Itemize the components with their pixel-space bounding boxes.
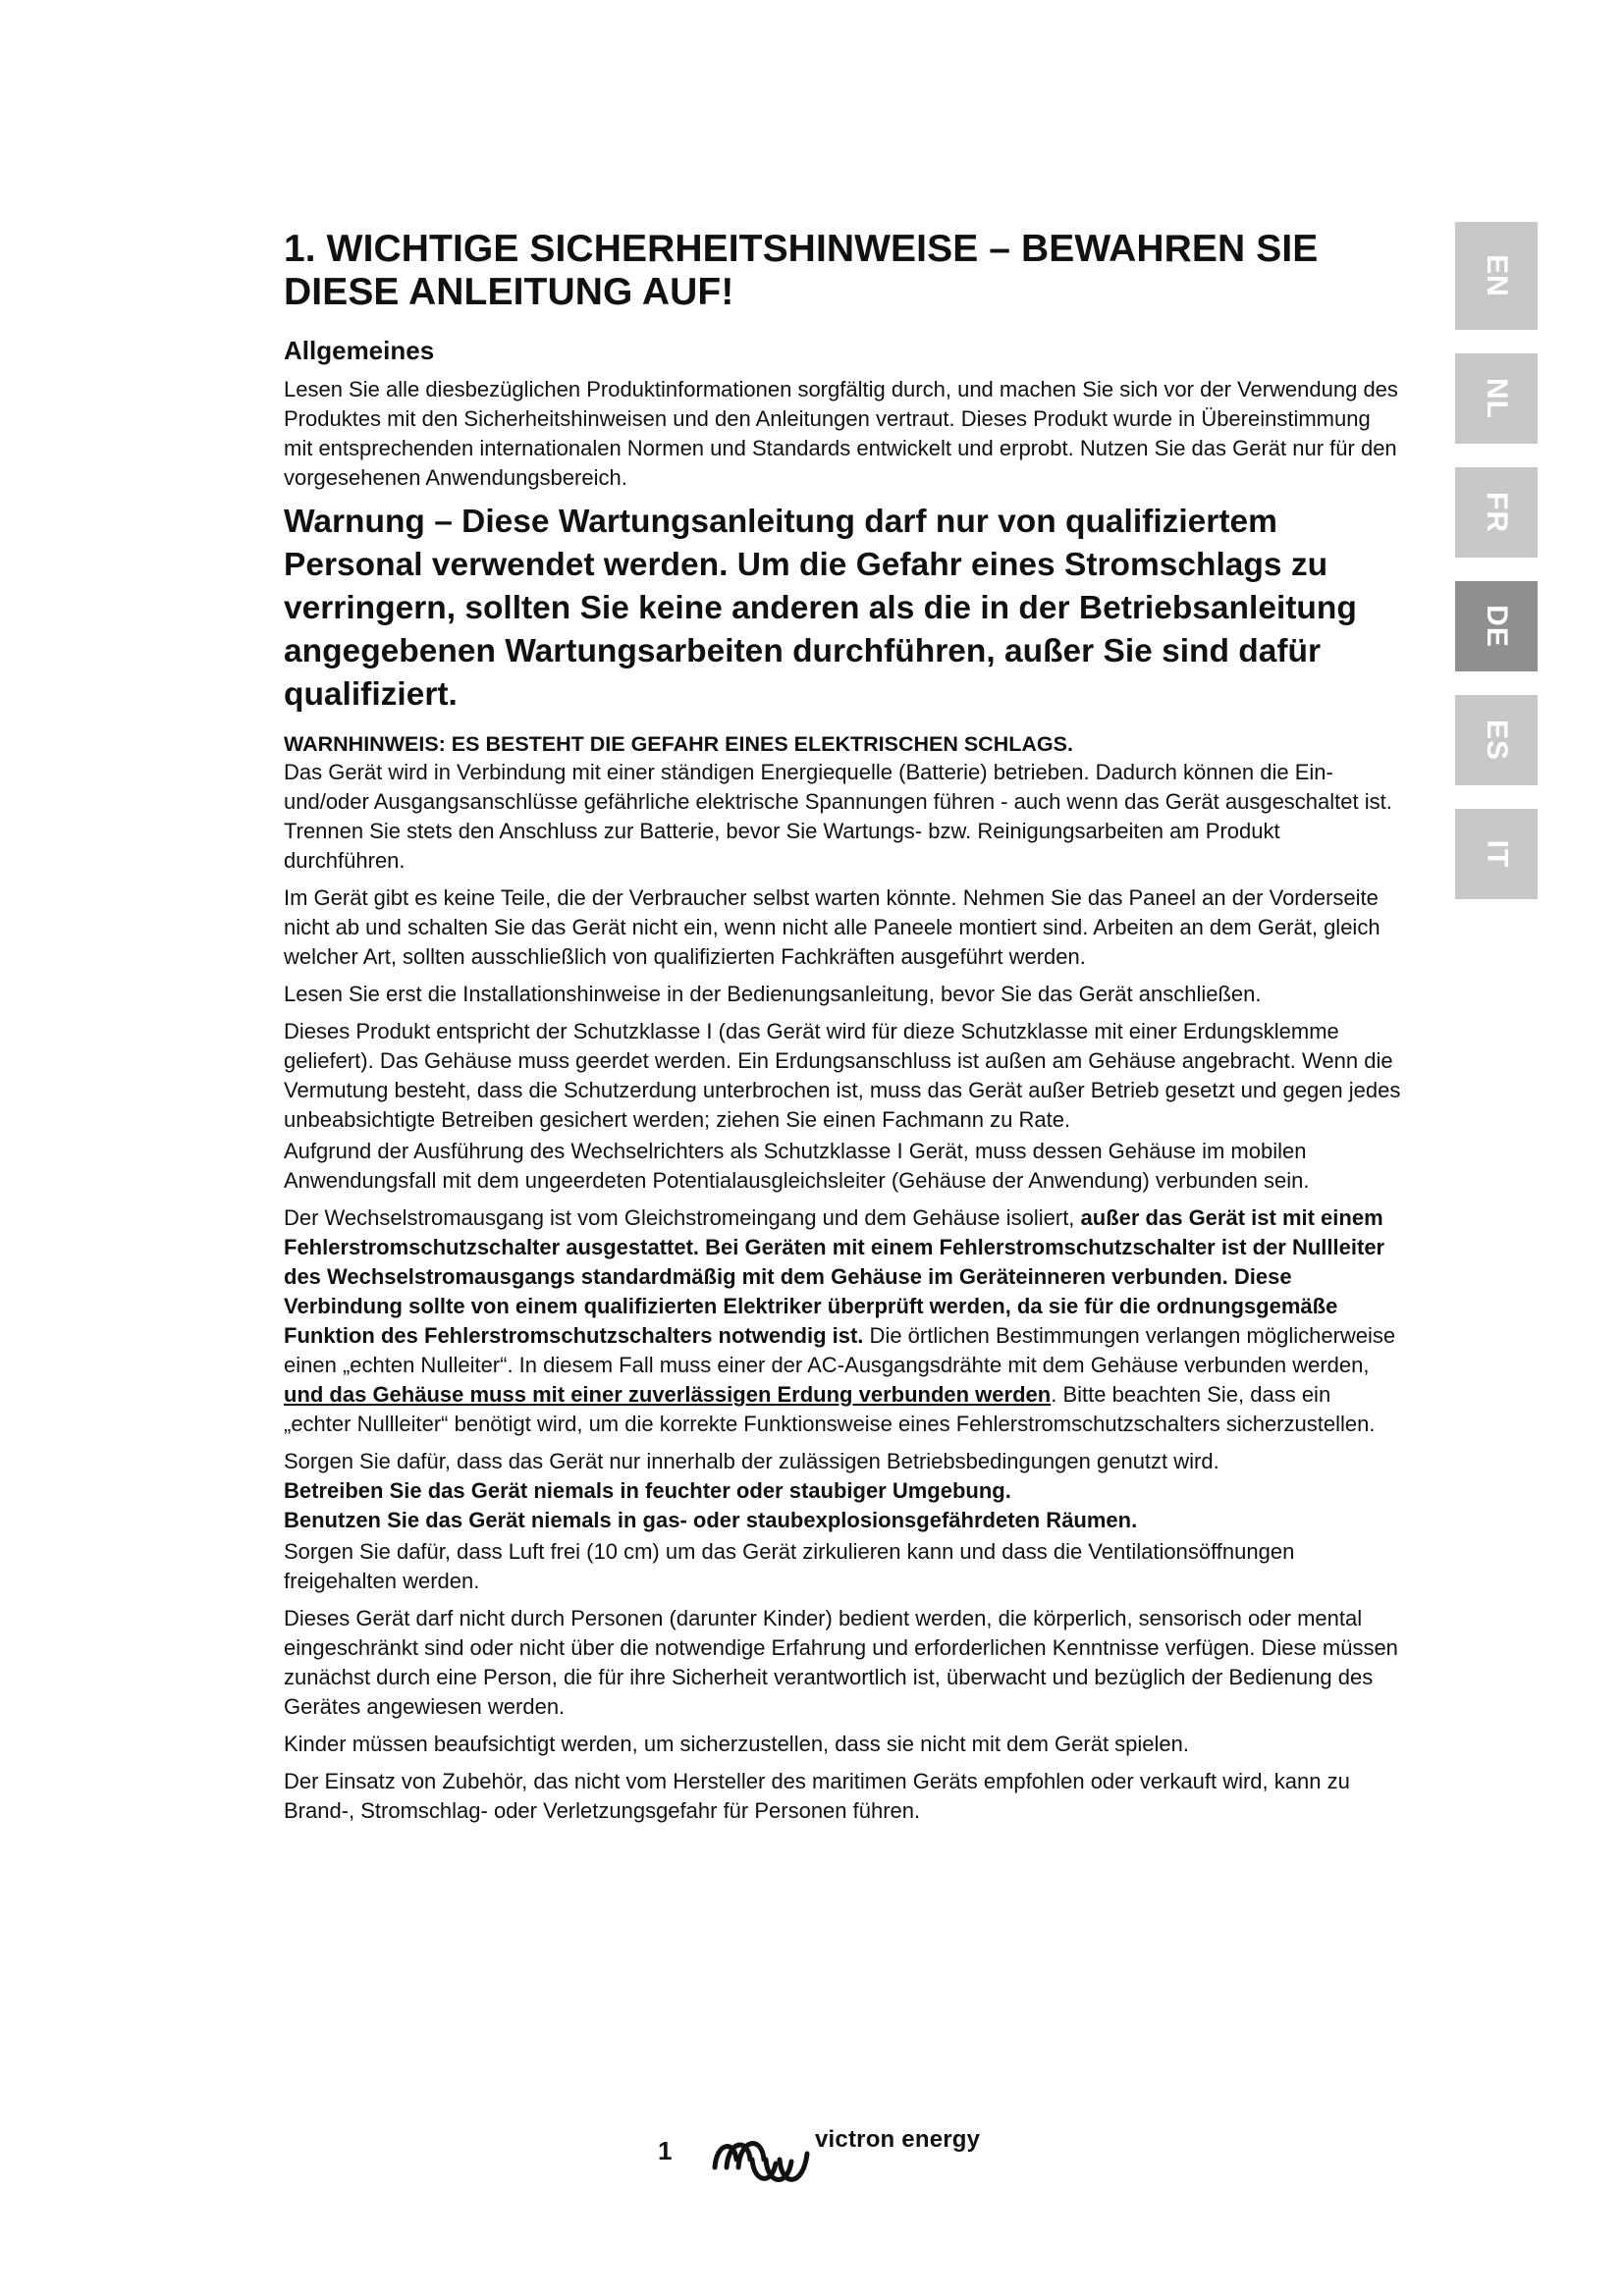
air-paragraph: Sorgen Sie dafür, dass Luft frei (10 cm) um das Gerät zirkulieren kann und dass die Ventilationsöffnungen freigehalten werden. [284,1539,1295,1593]
humid-warning: Betreiben Sie das Gerät niemals in feuchter oder staubiger Umgebung. [284,1478,1011,1503]
section-heading-general: Allgemeines [284,336,435,365]
page-number: 1 [658,2136,673,2165]
protection-class-paragraph: Dieses Produkt entspricht der Schutzklasse I (das Gerät wird für dieze Schutzklasse mit einer Erdungsklemme geliefert). Das Gehäuse muss geerdet werden. Ein Erdungsanschluss ist außen am Gehäuse angebracht. Wenn die Vermutung besteht, dass die Schutzerdung unterbrochen ist, muss das Gerät außer Betrieb gesetzt und gegen jedes unbeabsichtigte Betreiben gesichert werden; ziehen Sie einen Fachmann zu Rate. [284,1019,1401,1132]
tab-lang-it[interactable]: IT [1455,809,1538,899]
document-content [284,228,1403,1834]
battery-paragraph: Das Gerät wird in Verbindung mit einer ständigen Energiequelle (Batterie) betrieben. Dadurch können die Ein- und/oder Ausgangsanschlüsse gefährliche elektrische Spannungen führen - auch wenn das Gerät ausgeschaltet ist. Trennen Sie stets den Anschluss zur Batterie, bevor Sie Wartungs- bzw. Reinigungsarbeiten am Produkt durchführen. [284,760,1392,873]
ac-text-bold: außer das Gerät ist mit einem Fehlerstromschutzschalter ausgestattet. Bei Geräten mit einem Fehlerstromschutzschalter ist der Nullleiter des Wechselstromausgangs standardmäßig mit dem Gehäuse im Geräteinneren verbunden. Diese Verbindung sollte von einem qualifizierten Elektriker überprüft werden, da sie für die ordnungsgemäße Funktion des Fehlerstromschutzschalters notwendig ist. [284,1205,1385,1348]
ac-text-3: . Bitte beachten Sie, dass ein „echter Nullleiter“ benötigt wird, um die korrekte Funktionsweise eines Fehlerstromschutzschalters sicherzustellen. [284,1382,1376,1436]
ac-text-underline: und das Gehäuse muss mit einer zuverlässigen Erdung verbunden werden [284,1382,1052,1407]
brand-name: victron energy [815,2126,981,2153]
tab-lang-fr[interactable]: FR [1455,467,1538,558]
persons-paragraph: Dieses Gerät darf nicht durch Personen (darunter Kinder) bedient werden, die körperlich, sensorisch oder mental eingeschränkt sind oder nicht über die notwendige Erfahrung und erforderlichen Kenntnisse verfügen. Diese müssen zunächst durch eine Person, die für ihre Sicherheit verantwortlich ist, überwacht und bezüglich der Bedienung des Gerätes angewiesen werden. [284,1606,1398,1719]
page-footer [648,2126,1041,2209]
install-paragraph: Lesen Sie erst die Installationshinweise in der Bedienungsanleitung, bevor Sie das Gerät anschließen. [284,982,1262,1006]
general-paragraph: Lesen Sie alle diesbezüglichen Produktinformationen sorgfältig durch, und machen Sie sich vor der Verwendung des Produktes mit den Sicherheitshinweisen und den Anleitungen vertraut. Dieses Produkt wurde in Übereinstimmung mit entsprechenden internationalen Normen und Standards entwickelt und erprobt. Nutzen Sie das Gerät nur für den vorgesehenen Anwendungsbereich. [284,377,1398,490]
tab-lang-de[interactable]: DE [1455,581,1538,671]
ac-text-1: Der Wechselstromausgang ist vom Gleichstromeingang und dem Gehäuse isoliert, [284,1205,1081,1230]
warning-block: Warnung – Diese Wartungsanleitung darf nur von qualifiziertem Personal verwendet werden. Um die Gefahr eines Stromschlags zu verringern, sollten Sie keine anderen als die in der Betriebsanleitung angegebenen Wartungsarbeiten durchführen, außer Sie sind dafür qualifiziert. [284,504,1357,713]
warnhinweis-title: WARNHINWEIS: ES BESTEHT DIE GEFAHR EINES ELEKTRISCHEN SCHLAGS. [284,732,1073,756]
tab-lang-nl[interactable]: NL [1455,353,1538,444]
children-paragraph: Kinder müssen beaufsichtigt werden, um sicherzustellen, dass sie nicht mit dem Gerät spielen. [284,1732,1189,1756]
tab-lang-en[interactable]: EN [1455,222,1538,330]
conditions-paragraph [284,1447,1403,1535]
ac-output-paragraph [284,1203,1403,1439]
victron-logo-icon [707,2130,815,2191]
no-parts-paragraph: Im Gerät gibt es keine Teile, die der Verbraucher selbst warten könnte. Nehmen Sie das Paneel an der Vorderseite nicht ab und schalten Sie das Gerät nicht ein, wenn nicht alle Paneele montiert sind. Arbeiten an dem Gerät, gleich welcher Art, sollten ausschließlich von qualifizierten Fachkräften ausgeführt werden. [284,885,1380,969]
explosion-warning: Benutzen Sie das Gerät niemals in gas- oder staubexplosionsgefährdeten Räumen. [284,1508,1138,1532]
accessories-paragraph: Der Einsatz von Zubehör, das nicht vom Hersteller des maritimen Geräts empfohlen oder verkauft wird, kann zu Brand-, Stromschlag- oder Verletzungsgefahr für Personen führen. [284,1769,1350,1823]
conditions-text: Sorgen Sie dafür, dass das Gerät nur innerhalb der zulässigen Betriebsbedingungen genutzt wird. [284,1449,1219,1473]
ac-text-2: Die örtlichen Bestimmungen verlangen möglicherweise einen „echten Nulleiter“. In diesem Fall muss einer der AC-Ausgangsdrähte mit dem Gehäuse verbunden werden, [284,1323,1396,1377]
tab-lang-es[interactable]: ES [1455,695,1538,785]
page-title: 1. WICHTIGE SICHERHEITSHINWEISE – BEWAHREN SIE DIESE ANLEITUNG AUF! [284,228,1319,313]
mobile-paragraph: Aufgrund der Ausführung des Wechselrichters als Schutzklasse I Gerät, muss dessen Gehäuse im mobilen Anwendungsfall mit dem ungeerdeten Potentialausgleichsleiter (Gehäuse der Anwendung) verbunden sein. [284,1139,1310,1193]
